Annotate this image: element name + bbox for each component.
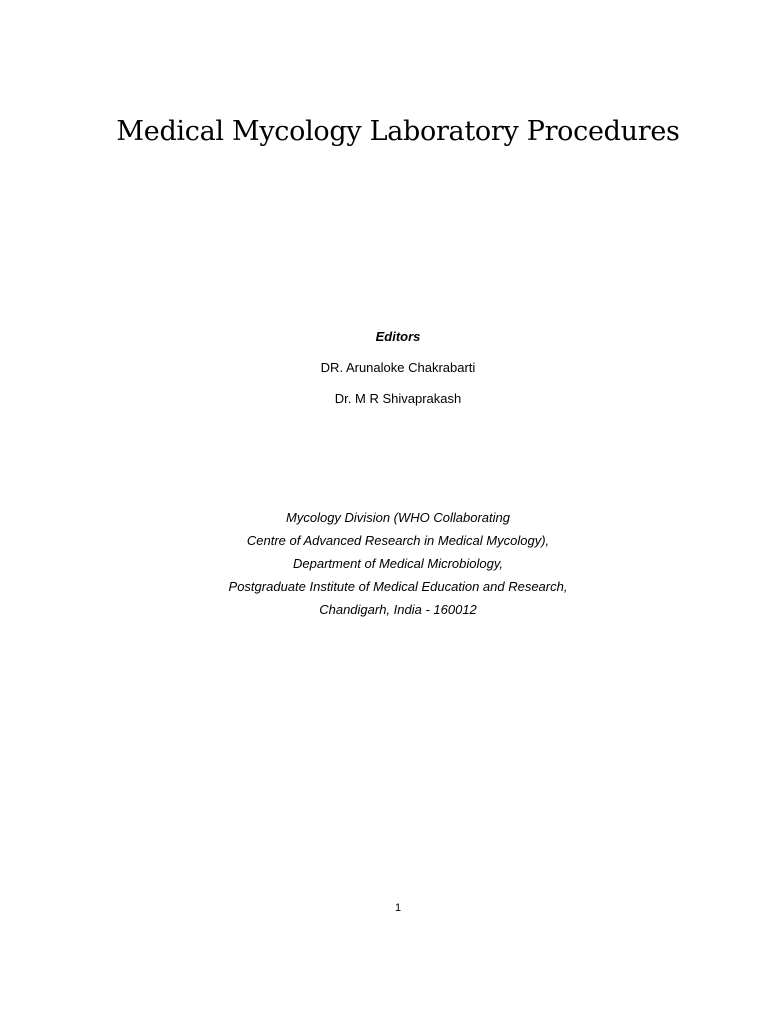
page-number: 1 [394, 902, 402, 914]
editors-heading: Editors [375, 329, 421, 344]
document-title: Medical Mycology Laboratory Procedures [116, 116, 680, 147]
affiliation-line: Chandigarh, India - 160012 [319, 602, 477, 617]
affiliation-line: Centre of Advanced Research in Medical Mycology), [246, 533, 550, 548]
affiliation-line: Mycology Division (WHO Collaborating [286, 510, 510, 525]
editor-name: DR. Arunaloke Chakrabarti [320, 360, 476, 375]
affiliation-line: Department of Medical Microbiology, [292, 556, 503, 571]
affiliation-line: Postgraduate Institute of Medical Education and Research, [228, 579, 568, 594]
affiliation-address [0, 508, 768, 623]
editor-name: Dr. M R Shivaprakash [334, 391, 462, 406]
editors-section [0, 328, 768, 421]
